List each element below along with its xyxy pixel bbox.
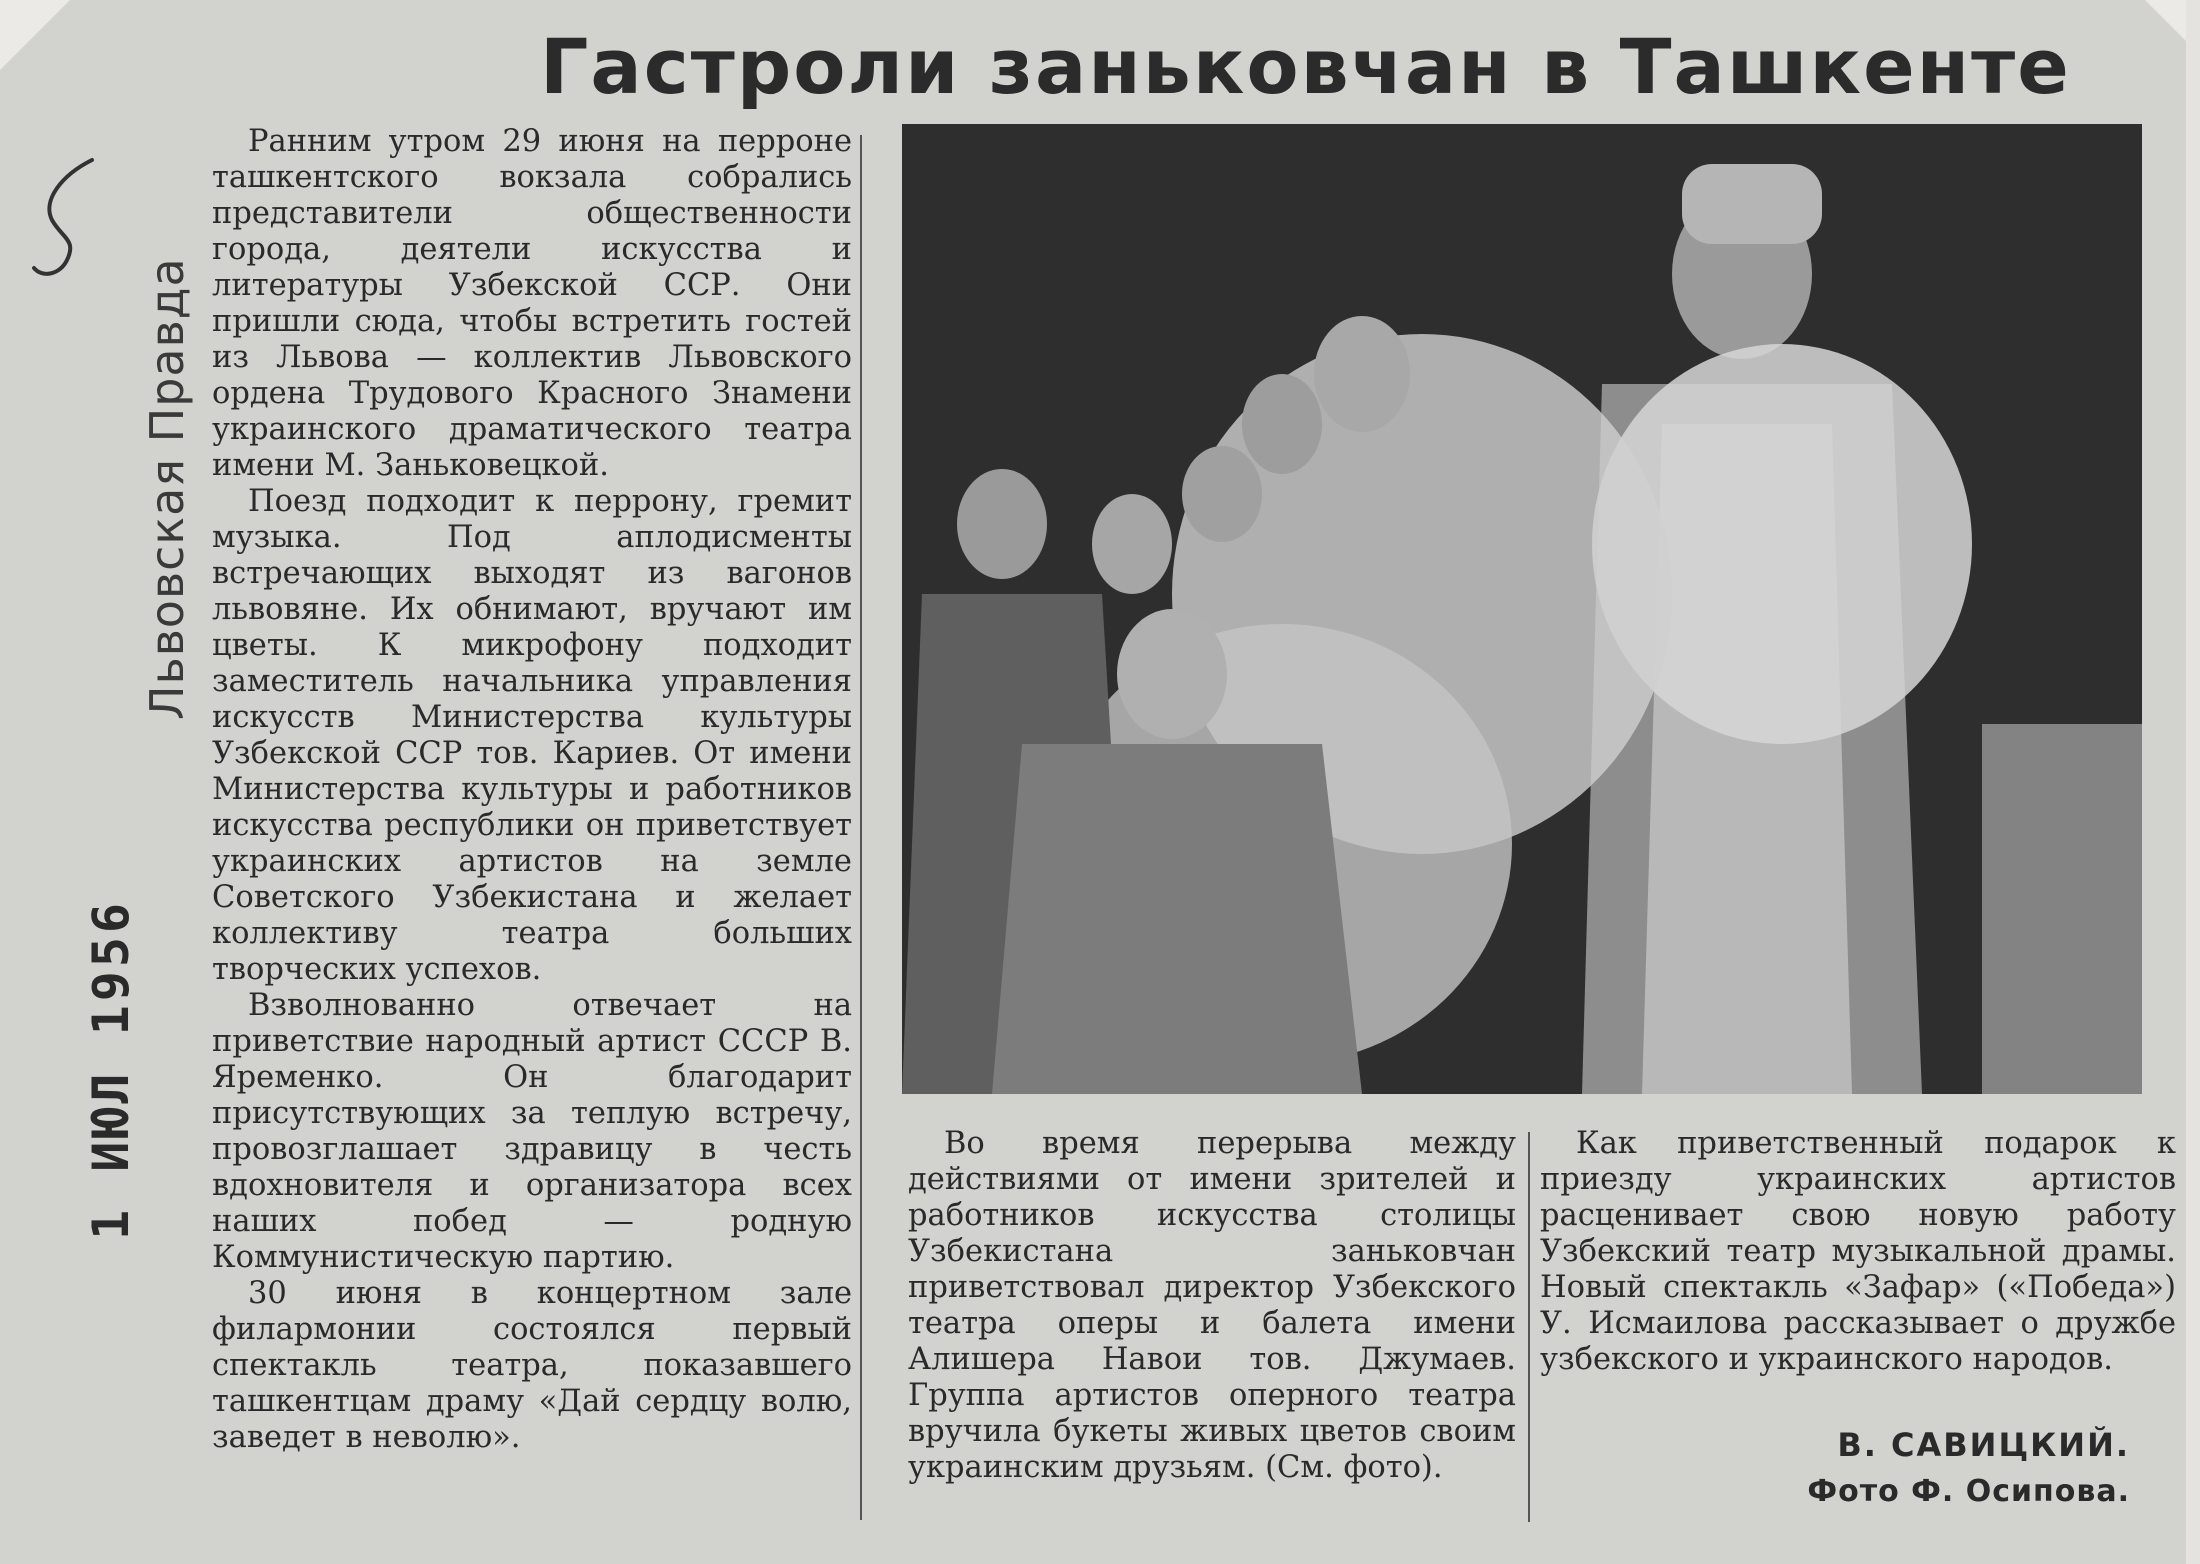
column-divider xyxy=(1528,1132,1530,1522)
article-column-3 xyxy=(1540,1126,2176,1378)
article-photo xyxy=(902,124,2142,1094)
article-column-1 xyxy=(212,124,852,1544)
source-newspaper-name: Львовская Правда xyxy=(140,257,194,720)
headline: Гастроли заньковчан в Ташкенте xyxy=(540,22,2071,111)
article-column-2 xyxy=(908,1126,1516,1546)
paper-edge-right xyxy=(2186,0,2200,1564)
column-divider xyxy=(860,135,862,1520)
photo-credit: Фото Ф. Осипова. xyxy=(1807,1474,2130,1509)
photo-actors-with-flowers-icon xyxy=(902,124,2142,1094)
paragraph: Поезд подходит к перрону, гремит музыка. Под аплодисменты встречающих выходят из вагонов львовяне. Их обнимают, вручают им цветы. К микрофону подходит заместитель начальника управления искусств Министерства культуры Узбекской ССР тов. Кариев. От имени Министерства культуры и работников искусства республики он приветствует украинских артистов на земле Советского Узбекистана и желает коллективу театра больших творческих успехов. xyxy=(212,484,852,987)
torn-corner-top-left xyxy=(0,0,70,70)
paragraph: Взволнованно отвечает на приветствие народный артист СССР В. Яременко. Он благодарит присутствующих за теплую встречу, провозглашает здравицу в честь вдохновителя и организатора всех наших побед — родную Коммунистическую партию. xyxy=(212,988,852,1275)
paragraph: Ранним утром 29 июня на перроне ташкентского вокзала собрались представители общественности города, деятели искусства и литературы Узбекской ССР. Они пришли сюда, чтобы встретить гостей из Львова — коллектив Львовского ордена Трудового Красного Знамени украинского драматического театра имени М. Заньковецкой. xyxy=(212,124,852,483)
date-stamp: 1 ИЮЛ 1956 xyxy=(82,898,140,1240)
handwritten-mark-icon xyxy=(22,150,112,290)
author-signature: В. САВИЦКИЙ. xyxy=(1837,1426,2130,1464)
paragraph: Как приветственный подарок к приезду украинских артистов расценивает свою новую работу Узбекский театр музыкальной драмы. Новый спектакль «Зафар» («Победа») У. Исмаилова рассказывает о дружбе узбекского и украинского народов. xyxy=(1540,1126,2176,1377)
paragraph: Во время перерыва между действиями от имени зрителей и работников искусства столицы Узбекистана заньковчан приветствовал директор Узбекского театра оперы и балета имени Алишера Навои тов. Джумаев. Группа артистов оперного театра вручила букеты живых цветов своим украинским друзьям. (См. фото). xyxy=(908,1126,1516,1485)
paragraph: 30 июня в концертном зале филармонии состоялся первый спектакль театра, показавшего ташкентцам драму «Дай сердцу волю, заведет в неволю». xyxy=(212,1276,852,1455)
